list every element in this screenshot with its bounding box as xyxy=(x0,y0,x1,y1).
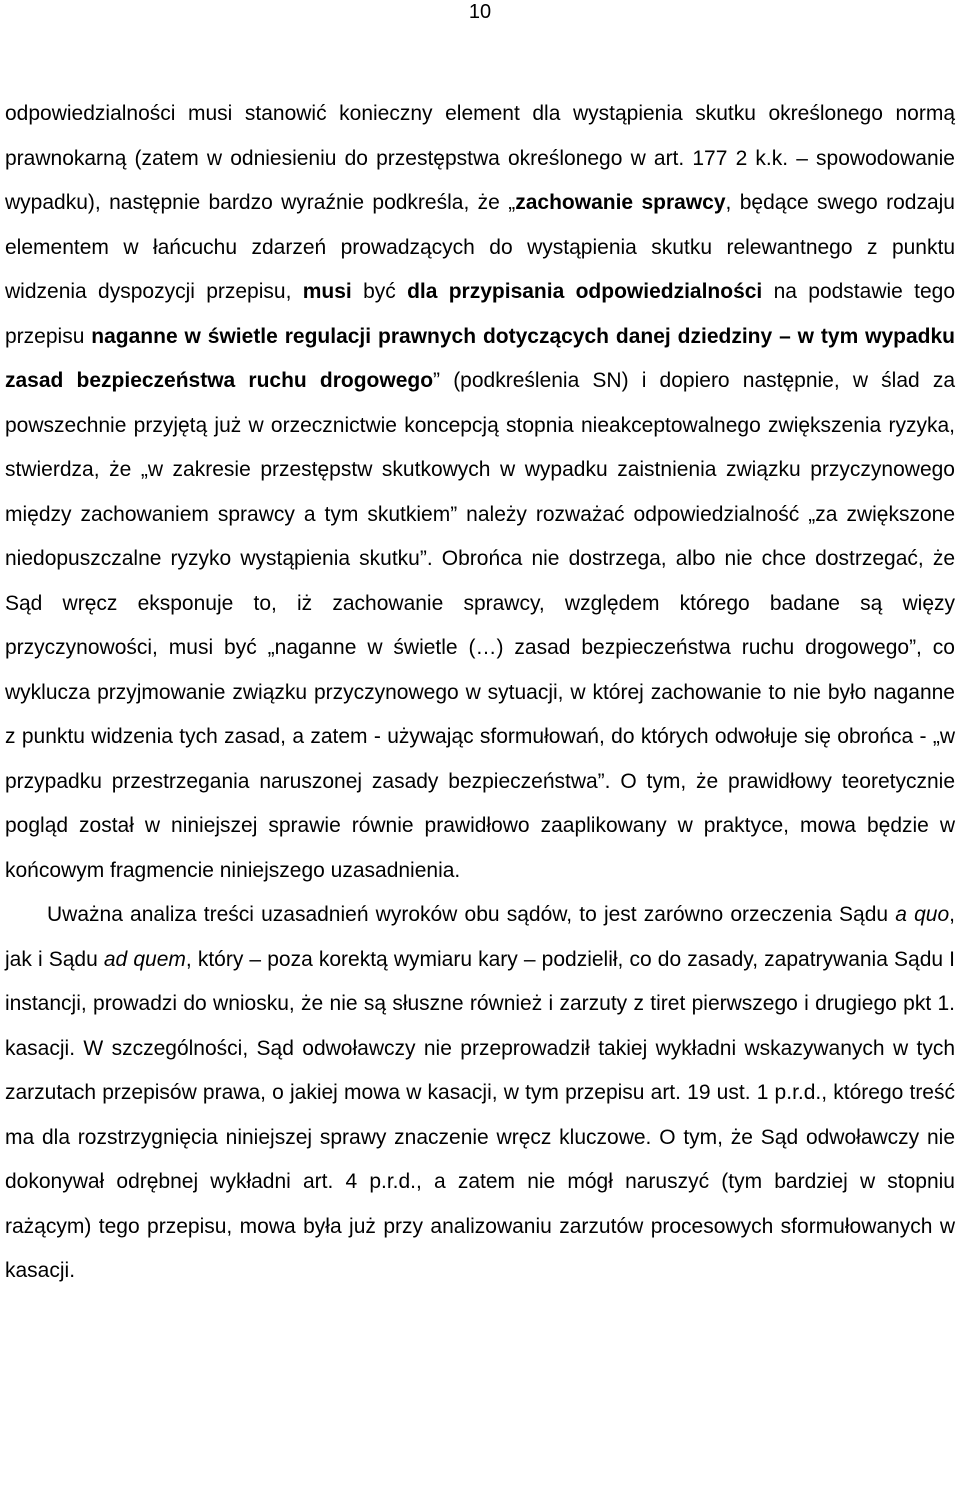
bold-text-segment: dla przypisania odpowiedzialności xyxy=(407,280,763,303)
italic-text-segment: ad quem xyxy=(103,947,186,971)
text-segment: Uważna analiza treści uzasadnień wyroków obu sądów, to jest zarówno orzeczenia Sądu xyxy=(47,903,896,926)
document-body xyxy=(5,92,955,1294)
italic-text-segment: a quo xyxy=(895,903,950,926)
text-segment: na podstawie tego przepisu xyxy=(5,280,956,348)
bold-text-segment: zachowanie sprawcy xyxy=(515,191,726,214)
paragraph-2 xyxy=(5,893,955,1294)
text-segment: , jak i Sądu xyxy=(5,903,955,971)
paragraph-1 xyxy=(5,92,955,893)
page-number: 10 xyxy=(468,1,492,23)
text-segment: ” (podkreślenia SN) i dopiero następnie, w ślad za powszechnie przyjętą już w orzecznictwie koncepcją stopnia nieakceptowalnego zwiększenia ryzyka, stwierdza, że „w zakresie przestępstw skutkowych w wypadku zaistnienia związku przyczynowego między zachowaniem sprawcy a tym skutkiem” należy rozważać odpowiedzialność „za zwiększone niedopuszczalne ryzyko wystąpienia skutku”. Obrońca nie dostrzega, albo nie chce dostrzegać, że Sąd wręcz eksponuje to, iż zachowanie sprawcy, względem którego badane są więzy przyczynowości, musi być „naganne w świetle (…) zasad bezpieczeństwa ruchu drogowego”, co wyklucza przyjmowanie związku przyczynowego w sytuacji, w której zachowanie to nie było naganne z punktu widzenia tych zasad, a zatem - używając sformułowań, do których odwołuje się obrońca - „w przypadku przestrzegania naruszonej zasady bezpieczeństwa”. O tym, że prawidłowy teoretycznie pogląd został w niniejszej sprawie równie prawidłowo zaaplikowany w praktyce, mowa będzie w końcowym fragmencie niniejszego uzasadnienia. xyxy=(5,369,956,882)
text-segment: odpowiedzialności musi stanowić konieczny element dla wystąpienia skutku określonego normą prawnokarną (zatem w odniesieniu do przestępstwa określonego w art. 177 2 k.k. – spowodowanie wypadku), następnie bardzo wyraźnie podkreśla, że „ xyxy=(5,102,955,214)
text-segment: , który – poza korektą wymiaru kary – podzielił, co do zasady, zapatrywania Sądu I instancji, prowadzi do wniosku, że nie są słuszne również i zarzuty z tiret pierwszego i drugiego pkt 1. kasacji. W szczególności, Sąd odwoławczy nie przeprowadził takiej wykładni wskazywanych w tych zarzutach przepisów prawa, o jakiej mowa w kasacji, w tym przepisu art. 19 ust. 1 p.r.d., którego treść ma dla rozstrzygnięcia niniejszej sprawy znaczenie wręcz kluczowe. O tym, że Sąd odwoławczy nie dokonywał odrębnej wykładni art. 4 p.r.d., a zatem nie mógł naruszyć (tym bardziej w stopniu rażącym) tego przepisu, mowa była już przy analizowaniu zarzutów procesowych sformułowanych w kasacji. xyxy=(5,947,955,1282)
bold-text-segment: musi xyxy=(302,280,352,303)
bold-text-segment: naganne w świetle regulacji prawnych dotyczących danej dziedziny – w tym wypadku zasad bezpieczeństwa ruchu drogowego xyxy=(5,324,955,392)
text-segment: być xyxy=(351,280,408,303)
text-segment: , będące swego rodzaju elementem w łańcuchu zdarzeń prowadzących do wystąpienia skutku relewantnego z punktu widzenia dyspozycji przepisu, xyxy=(5,191,955,303)
